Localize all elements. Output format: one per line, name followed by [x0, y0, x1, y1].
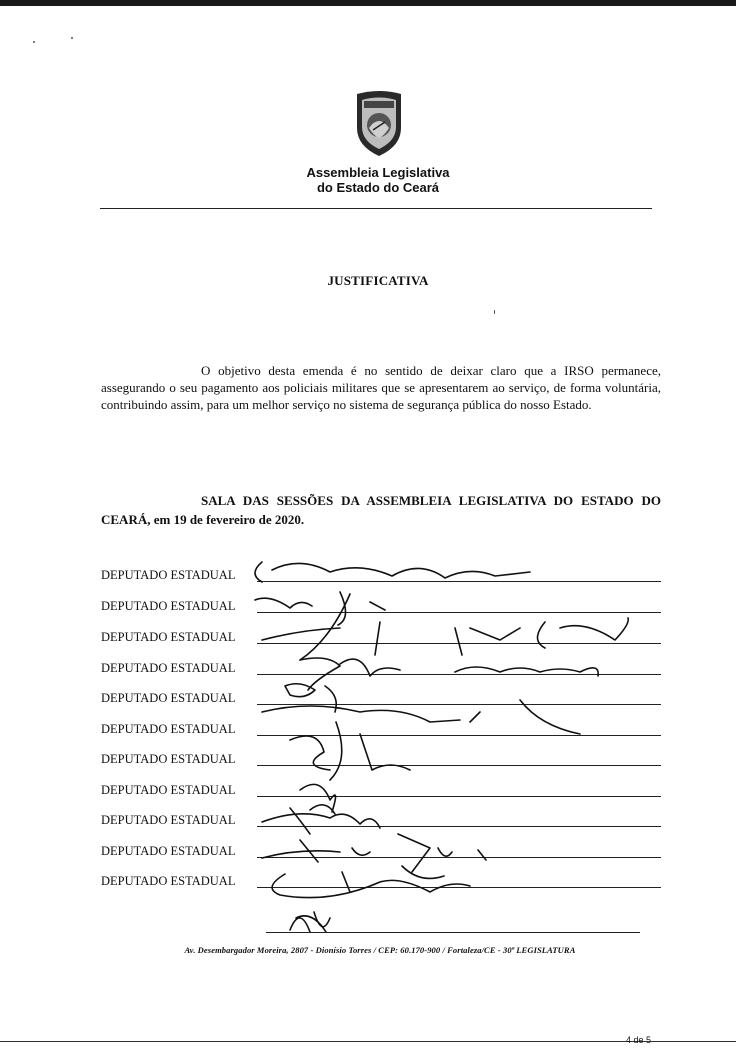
deputy-label: DEPUTADO ESTADUAL: [101, 783, 236, 797]
scan-top-border: [0, 0, 736, 6]
signature-line: [257, 612, 661, 613]
header-divider: [100, 208, 652, 209]
deputy-label: DEPUTADO ESTADUAL: [101, 752, 236, 766]
institution-name-line2: do Estado do Ceará: [316, 180, 440, 195]
institution-name-line1: Assembleia Legislativa: [306, 165, 450, 180]
signature-line: [257, 643, 661, 644]
deputy-label: DEPUTADO ESTADUAL: [101, 813, 236, 827]
session-statement: SALA DAS SESSÕES DA ASSEMBLEIA LEGISLATIVA DO ESTADO DO CEARÁ, em 19 de fevereiro de 2020.: [101, 493, 661, 527]
scan-speck: [71, 37, 73, 39]
deputy-label: DEPUTADO ESTADUAL: [101, 661, 236, 675]
deputy-label: DEPUTADO ESTADUAL: [101, 722, 236, 736]
signature-scribble: [290, 912, 330, 932]
signature-row: [101, 778, 661, 798]
signature-line: [257, 735, 661, 736]
deputy-label: DEPUTADO ESTADUAL: [101, 844, 236, 858]
signature-line: [257, 857, 661, 858]
signature-row: [101, 625, 661, 645]
footer-address: Av. Desembargador Moreira, 2807 - Dionísio Torres / CEP: 60.170-900 / Fortaleza/CE - 30ª LEGISLATURA: [184, 945, 576, 955]
document-title: JUSTIFICATIVA: [327, 273, 429, 288]
justification-paragraph: O objetivo desta emenda é no sentido de deixar claro que a IRSO permanece, assegurando o seu pagamento aos policiais militares que se apresentarem ao serviço, de forma voluntária, contribuindo assim, para um melhor serviço no sistema de segurança pública do nosso Estado.: [101, 363, 661, 412]
signature-row: [101, 686, 661, 706]
signature-row: [101, 717, 661, 737]
deputy-label: DEPUTADO ESTADUAL: [101, 691, 236, 705]
signature-line: [257, 796, 661, 797]
signature-line: [257, 674, 661, 675]
signature-row: [101, 563, 661, 583]
signature-row: [101, 839, 661, 859]
signature-line: [257, 887, 661, 888]
footer-rule: [266, 932, 640, 933]
deputy-label: DEPUTADO ESTADUAL: [101, 568, 236, 582]
scan-speck: [494, 310, 495, 314]
signature-line: [257, 581, 661, 582]
signature-line: [257, 765, 661, 766]
scan-speck: [33, 41, 35, 43]
deputy-label: DEPUTADO ESTADUAL: [101, 630, 236, 644]
page-number: 4 de 5: [625, 1035, 651, 1045]
signature-row: [101, 656, 661, 676]
signature-line: [257, 826, 661, 827]
signature-row: [101, 808, 661, 828]
signature-row: [101, 594, 661, 614]
signature-row: [101, 747, 661, 767]
state-coat-of-arms-emblem: [351, 88, 407, 158]
deputy-label: DEPUTADO ESTADUAL: [101, 874, 236, 888]
deputy-label: DEPUTADO ESTADUAL: [101, 599, 236, 613]
signature-line: [257, 704, 661, 705]
signature-row: [101, 869, 661, 889]
